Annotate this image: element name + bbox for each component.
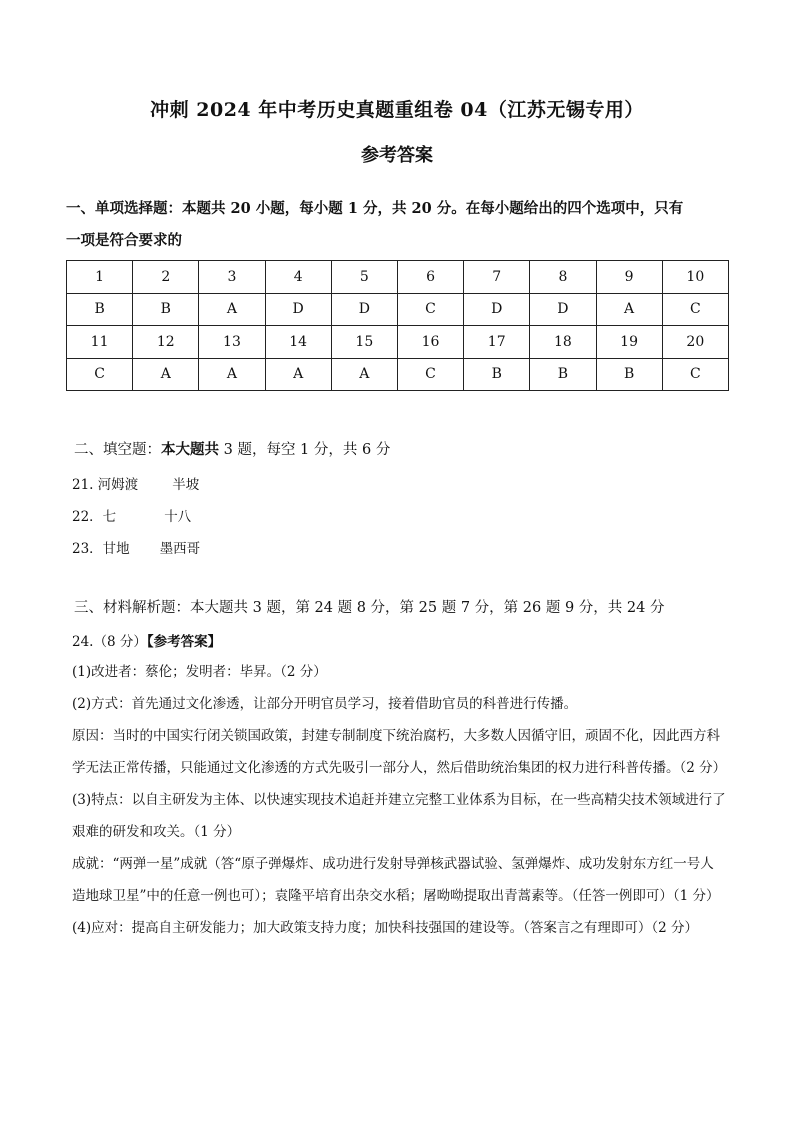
- section1-heading: [66, 193, 736, 257]
- table-cell: 7: [464, 261, 530, 294]
- table-cell: D: [530, 293, 596, 326]
- table-cell: 12: [133, 326, 199, 359]
- section2-heading-rest: 3 题，每空 1 分，共 6 分: [219, 442, 391, 458]
- section3-heading: 三、材料解析题：本大题共 3 题，第 24 题 8 分，第 25 题 7 分，第 26 题 9 分，共 24 分: [74, 600, 665, 616]
- table-cell: 19: [596, 326, 662, 359]
- table-cell: A: [133, 358, 199, 391]
- table-cell: 3: [199, 261, 265, 294]
- table-cell: 9: [596, 261, 662, 294]
- answer-paragraph: (4)应对：提高自主研发能力；加大政策支持力度；加快科技强国的建设等。（答案言之有理即可）（2 分）: [72, 920, 699, 936]
- table-cell: 20: [662, 326, 728, 359]
- fill-answer-23: [72, 537, 200, 557]
- table-cell: A: [265, 358, 331, 391]
- table-row: [67, 261, 729, 294]
- table-cell: D: [331, 293, 397, 326]
- table-row: [67, 358, 729, 391]
- table-cell: A: [199, 358, 265, 391]
- fill-answer-22: [72, 505, 191, 525]
- answer-paragraph: (3)特点：以自主研发为主体、以快速实现技术追赶并建立完整工业体系为目标，在一些高精尖技术领域进行了艰难的研发和攻关。（1 分）: [72, 792, 726, 840]
- page-subtitle: 参考答案: [361, 145, 433, 166]
- section1-heading-line2: 一项是符合要求的: [66, 232, 182, 249]
- table-row: [67, 326, 729, 359]
- table-cell: 11: [67, 326, 133, 359]
- table-row: [67, 293, 729, 326]
- table-cell: A: [596, 293, 662, 326]
- section2-heading: [74, 434, 744, 466]
- section2-heading-label: 二、填空题：: [74, 442, 161, 458]
- q24-answer-label: 【参考答案】: [146, 634, 222, 650]
- table-cell: B: [67, 293, 133, 326]
- table-cell: 18: [530, 326, 596, 359]
- table-cell: 13: [199, 326, 265, 359]
- table-cell: C: [397, 358, 463, 391]
- section2-heading-bold: 本大题共: [161, 441, 219, 458]
- table-cell: 14: [265, 326, 331, 359]
- section1-heading-line1: 一、单项选择题：本题共 20 小题，每小题 1 分，共 20 分。在每小题给出的四个选项中，只有: [66, 200, 684, 217]
- table-cell: 5: [331, 261, 397, 294]
- table-cell: 17: [464, 326, 530, 359]
- answer-paragraph: (1)改进者：蔡伦；发明者：毕昇。（2 分）: [72, 664, 327, 680]
- table-cell: D: [265, 293, 331, 326]
- fill-answer-value: 十八: [164, 509, 192, 525]
- table-cell: D: [464, 293, 530, 326]
- table-cell: 10: [662, 261, 728, 294]
- fill-answer-num: 23．甘地: [72, 541, 130, 557]
- table-cell: A: [331, 358, 397, 391]
- table-cell: 8: [530, 261, 596, 294]
- fill-answer-21: [72, 473, 199, 493]
- table-cell: 1: [67, 261, 133, 294]
- table-cell: 2: [133, 261, 199, 294]
- fill-answer-value: 墨西哥: [159, 541, 201, 557]
- table-cell: B: [464, 358, 530, 391]
- fill-answer-value: 半坡: [172, 477, 200, 493]
- answer-paragraph: 成就：“两弹一星”成就（答“原子弹爆炸、成功进行发射导弹核武器试验、氢弹爆炸、成功发射东方红一号人造地球卫星”中的任意一例也可）；袁隆平培育出杂交水稻；屠呦呦提取出青蒿素等。（任答一例即可）（1 分）: [72, 856, 720, 904]
- table-cell: A: [199, 293, 265, 326]
- table-cell: C: [662, 293, 728, 326]
- table-cell: 16: [397, 326, 463, 359]
- table-cell: B: [596, 358, 662, 391]
- fill-answer-num: 21. 河姆渡: [72, 477, 139, 493]
- table-cell: 4: [265, 261, 331, 294]
- q24-number: 24.（8 分）: [72, 634, 147, 650]
- table-cell: C: [67, 358, 133, 391]
- page-title: 冲刺 2024 年中考历史真题重组卷 04（江苏无锡专用）: [150, 99, 644, 121]
- answer-paragraph: 原因：当时的中国实行闭关锁国政策，封建专制制度下统治腐朽，大多数人因循守旧，顽固不化，因此西方科学无法正常传播，只能通过文化渗透的方式先吸引一部分人，然后借助统治集团的权力进行科普传播。（2 分）: [72, 728, 727, 776]
- answer-paragraph: (2)方式：首先通过文化渗透，让部分开明官员学习，接着借助官员的科普进行传播。: [72, 696, 578, 712]
- table-cell: 6: [397, 261, 463, 294]
- table-cell: C: [397, 293, 463, 326]
- table-cell: B: [133, 293, 199, 326]
- q24-answer-body: [72, 656, 726, 944]
- fill-answer-num: 22．七: [72, 509, 117, 525]
- table-cell: B: [530, 358, 596, 391]
- answer-table: [66, 260, 729, 391]
- table-cell: C: [662, 358, 728, 391]
- q24-heading: [72, 630, 221, 650]
- table-cell: 15: [331, 326, 397, 359]
